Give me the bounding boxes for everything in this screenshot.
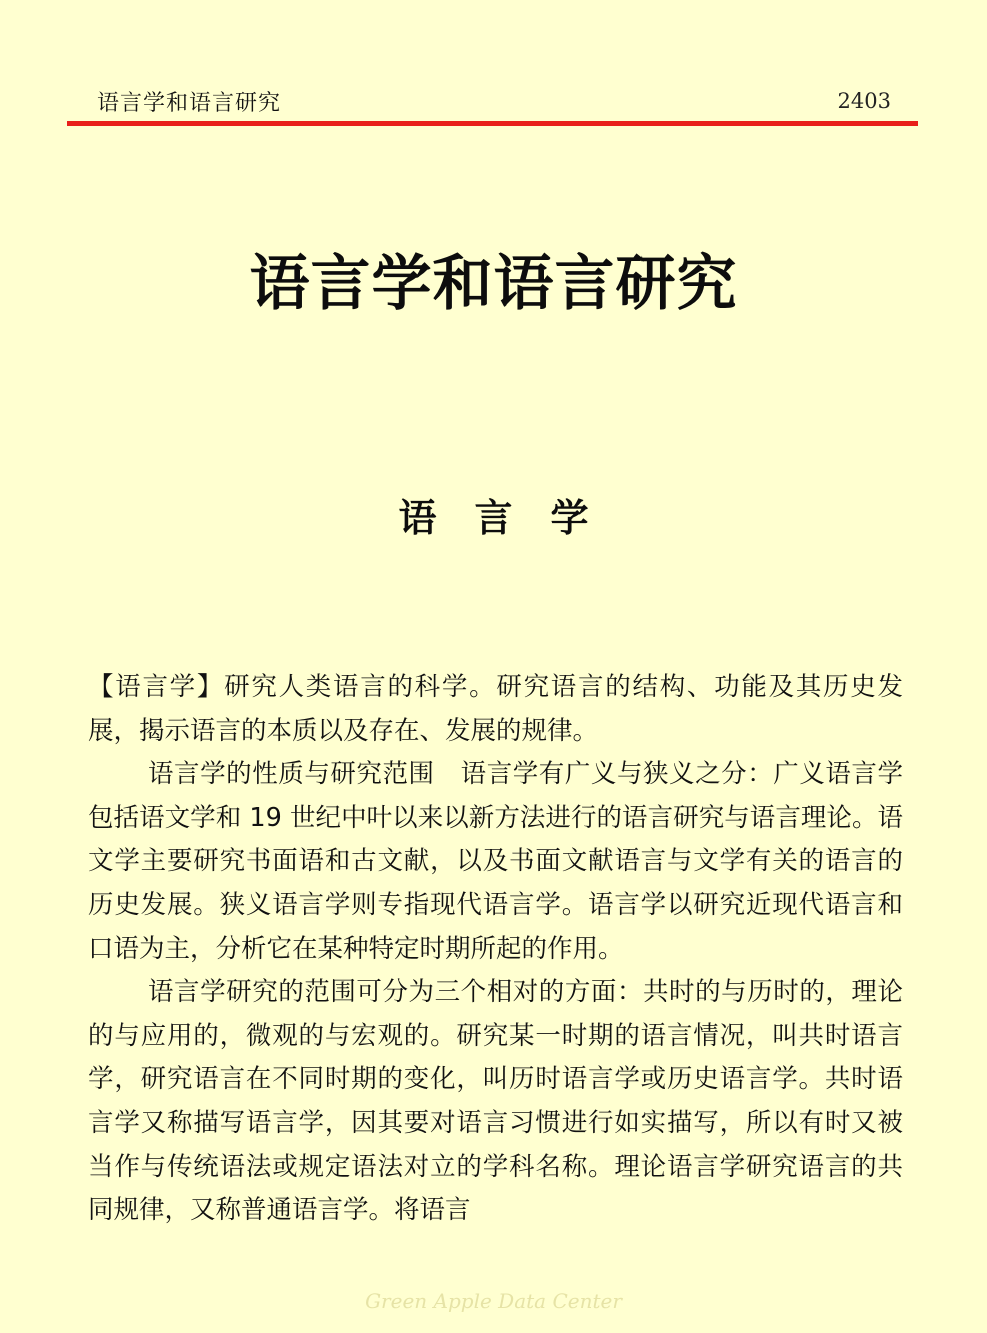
article-paragraph: 语言学研究的范围可分为三个相对的方面：共时的与历时的，理论的与应用的，微观的与宏观的。研究某一时期的语言情况，叫共时语言学，研究语言在不同时期的变化，叫历时语言学或历史语言学。共时语言学又称描写语言学，因其要对语言习惯进行如实描写，所以有时又被当作与传统语法或规定语法对立的学科名称。理论语言学研究语言的共同规律，又称普通语言学。将语言 [88, 977, 903, 1226]
section-heading: 语言学 [398, 496, 627, 540]
article-body [88, 666, 903, 1233]
page-number: 2403 [837, 89, 891, 113]
article-paragraph: 【语言学】研究人类语言的科学。研究语言的结构、功能及其历史发展，揭示语言的本质以及存在、发展的规律。 [88, 672, 903, 746]
running-header-title: 语言学和语言研究 [97, 91, 282, 116]
page-title: 语言学和语言研究 [249, 249, 738, 319]
watermark: Green Apple Data Center [365, 1289, 622, 1313]
header-divider [67, 121, 918, 126]
article-paragraph: 语言学的性质与研究范围 语言学有广义与狭义之分：广义语言学包括语文学和 19 世纪中叶以来以新方法进行的语言研究与语言理论。语文学主要研究书面语和古文献，以及书面文献语言与文学有关的语言的历史发展。狭义语言学则专指现代语言学。语言学以研究近现代语言和口语为主，分析它在某种特定时期所起的作用。 [88, 759, 903, 964]
